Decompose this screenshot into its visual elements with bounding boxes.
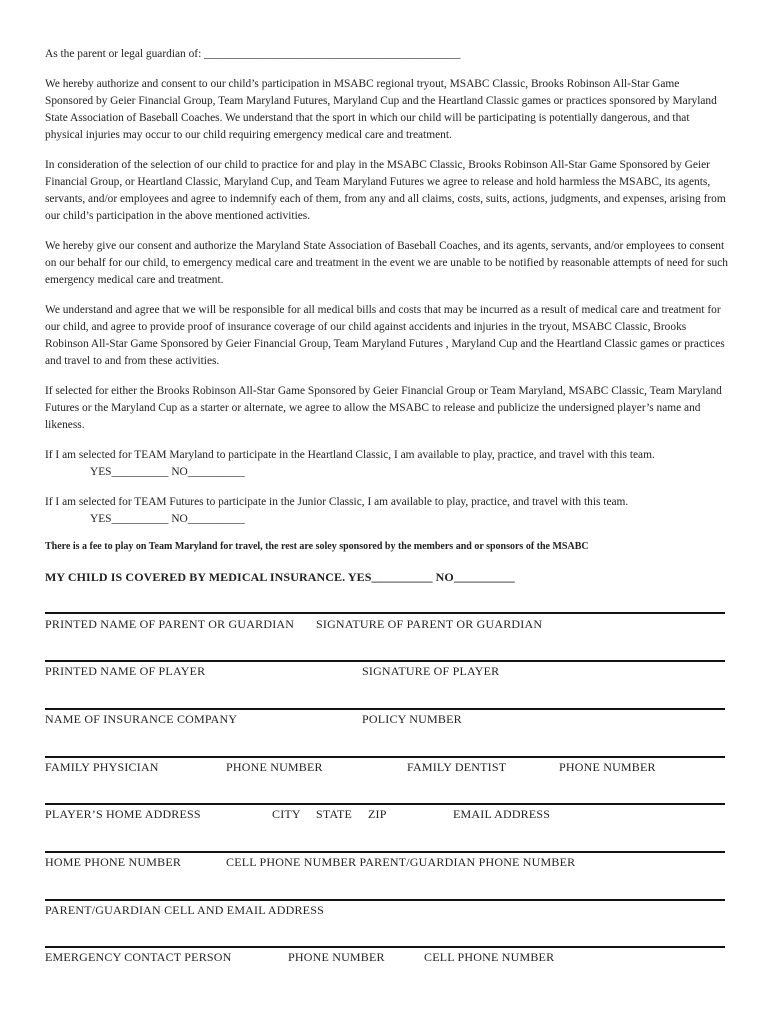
medical-bills-paragraph: We understand and agree that we will be responsible for all medical bills and costs that may be incurred as a result of medical care and treatment for our child, and agree to provide proof of insurance coverage of our child against accidents and injuries in the tryout, MSABC Classic, Brooks Robinson All-Star Game Sponsored by Geier Financial Group, Team Maryland Futures , Maryland Cup and the Heartland Classic games or practices and travel to and from these activities. — [45, 304, 725, 367]
printed-name-player-label: PRINTED NAME OF PLAYER — [45, 664, 206, 678]
heartland-availability — [45, 447, 730, 481]
city-label: CITY — [272, 807, 301, 821]
signature-guardian-label: SIGNATURE OF PARENT OR GUARDIAN — [316, 617, 543, 631]
futures-question: If I am selected for TEAM Futures to participate in the Junior Classic, I am available to play, practice, and travel with this team. — [45, 496, 629, 508]
email-address-label: EMAIL ADDRESS — [453, 807, 551, 821]
physician-phone-label: PHONE NUMBER — [226, 760, 323, 774]
zip-label: ZIP — [368, 807, 387, 821]
state-label: STATE — [316, 807, 353, 821]
signature-line — [45, 660, 725, 662]
guardian-cell-email-label: PARENT/GUARDIAN CELL AND EMAIL ADDRESS — [45, 903, 324, 917]
printed-name-guardian-label: PRINTED NAME OF PARENT OR GUARDIAN — [45, 617, 295, 631]
signature-line — [45, 899, 725, 901]
signature-line — [45, 803, 725, 805]
emergency-consent-paragraph: We hereby give our consent and authorize the Maryland State Association of Baseball Coaches, and its agents, servants, and/or employees to consent on our behalf for our child, to emergency medical care and treatment in the event we are unable to be notified by reasonable attempts of need for such emergency medical care and treatment. — [45, 240, 728, 286]
emergency-phone-label: PHONE NUMBER — [288, 950, 385, 964]
signature-line — [45, 708, 725, 710]
policy-number-label: POLICY NUMBER — [362, 712, 462, 726]
signature-line — [45, 756, 725, 758]
futures-yes-no: YES__________ NO__________ — [90, 513, 245, 525]
heartland-yes-no: YES__________ NO__________ — [90, 466, 245, 478]
fee-note: There is a fee to play on Team Maryland for travel, the rest are soley sponsored by the members and or sponsors of the MSABC — [45, 541, 589, 552]
cell-phone-label: CELL PHONE NUMBER PARENT/GUARDIAN PHONE NUMBER — [226, 855, 576, 869]
family-physician-label: FAMILY PHYSICIAN — [45, 760, 159, 774]
home-phone-label: HOME PHONE NUMBER — [45, 855, 182, 869]
insurance-company-label: NAME OF INSURANCE COMPANY — [45, 712, 238, 726]
home-address-label: PLAYER’S HOME ADDRESS — [45, 807, 201, 821]
heartland-question: If I am selected for TEAM Maryland to participate in the Heartland Classic, I am available to play, practice, and travel with this team. — [45, 449, 655, 461]
publicity-paragraph: If selected for either the Brooks Robinson All-Star Game Sponsored by Geier Financial Group or Team Maryland, MSABC Classic, Team Maryland Futures or the Maryland Cup as a starter or alternate, we agree to allow the MSABC to release and publicize the undersigned player’s name and likeness. — [45, 385, 722, 431]
emergency-cell-label: CELL PHONE NUMBER — [424, 950, 555, 964]
signature-line — [45, 612, 725, 614]
signature-line — [45, 851, 725, 853]
emergency-contact-label: EMERGENCY CONTACT PERSON — [45, 950, 232, 964]
authorization-paragraph: We hereby authorize and consent to our child’s participation in MSABC regional tryout, MSABC Classic, Brooks Robinson All-Star Game Sponsored by Geier Financial Group, Team Maryland Futures, Maryland Cup and the Heartland Classic games or practices sponsored by Maryland State Association of Baseball Coaches. We understand that the sport in which our child will be participating is potentially dangerous, and that physical injuries may occur to our child requiring emergency medical care and treatment. — [45, 78, 717, 141]
futures-availability — [45, 494, 730, 528]
release-paragraph: In consideration of the selection of our child to practice for and play in the MSABC Classic, Brooks Robinson All-Star Game Sponsored by Geier Financial Group, or Heartland Classic, Maryland Cup, and Team Maryland Futures we agree to release and hold harmless the MSABC, its agents, servants, and/or employees and agree to indemnify each of them, from any and all claims, costs, suits, actions, judgments, and expenses, arising from our child’s participation in the above mentioned activities. — [45, 159, 726, 222]
insurance-coverage-line: MY CHILD IS COVERED BY MEDICAL INSURANCE. YES__________ NO__________ — [45, 570, 515, 584]
guardian-of-line: As the parent or legal guardian of: _____________________________________________ — [45, 48, 461, 60]
signature-line — [45, 946, 725, 948]
family-dentist-label: FAMILY DENTIST — [407, 760, 507, 774]
signature-player-label: SIGNATURE OF PLAYER — [362, 664, 500, 678]
dentist-phone-label: PHONE NUMBER — [559, 760, 656, 774]
